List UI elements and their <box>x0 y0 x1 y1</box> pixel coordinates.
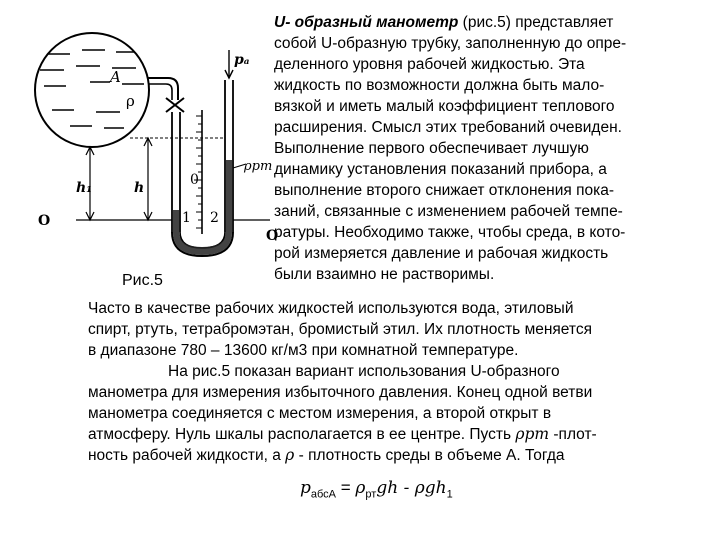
text-line: деленного уровня рабочей жидкостью. Эта <box>274 56 585 73</box>
text-line: собой U-образную трубку, заполненную до опре- <box>274 35 627 52</box>
connecting-tube <box>148 78 178 100</box>
pressure-formula: $p_{абсА} = \rho_{рт}gh - \rho gh_1$ <box>300 478 453 501</box>
text-line: заний, связанные с изменением рабочей темпе- <box>274 203 623 220</box>
manometer-diagram <box>30 20 280 270</box>
intro-paragraph <box>274 12 714 285</box>
text-line: ратуры. Необходимо также, чтобы среда, в кото- <box>274 224 626 241</box>
text-line: манометра для измерения избыточного давления. Конец одной ветви <box>88 384 593 401</box>
rho-rt-symbol: ρрт <box>515 425 550 443</box>
label-o-left: O <box>38 213 51 229</box>
label-pa: pₐ <box>234 52 250 68</box>
text-line: были взаимно не растворимы. <box>274 266 495 283</box>
text-line: рой измеряется давление и рабочая жидкость <box>274 245 609 262</box>
text-line: выполнение второго снижает отклонения пока- <box>274 182 614 199</box>
text-line: U- образный манометр (рис.5) представляет <box>274 14 614 31</box>
figure-caption: Рис.5 <box>122 272 163 289</box>
text-line: манометра соединяется с местом измерения, а второй открыт в <box>88 405 552 422</box>
label-a: A <box>110 68 121 86</box>
text-line: На рис.5 показан вариант использования U-образного <box>168 363 560 380</box>
label-h: h <box>134 180 145 196</box>
body-paragraph <box>88 298 708 466</box>
lead-term: U- образный манометр <box>274 14 459 31</box>
text-line: спирт, ртуть, тетрабромэтан, бромистый этил. Их плотность меняется <box>88 321 592 338</box>
text-line: вязкой и иметь малый коэффициент теплового <box>274 98 615 115</box>
text-line: расширения. Смысл этих требований очевиден. <box>274 119 622 136</box>
vessel-hatching <box>40 50 144 128</box>
text-line: динамику установления показаний прибора, а <box>274 161 607 178</box>
text-line: жидкость по возможности должна быть мало- <box>274 77 605 94</box>
label-zero: 0 <box>190 172 199 188</box>
label-h1: h₁ <box>76 180 93 196</box>
label-rho: ρ <box>126 92 135 110</box>
valve-icon <box>166 98 184 112</box>
label-one: 1 <box>182 210 191 226</box>
text-line: в диапазоне 780 – 13600 кг/м3 при комнатной температуре. <box>88 342 519 359</box>
text-line: Выполнение первого обеспечивает лучшую <box>274 140 589 157</box>
label-rho-rt: ρрт <box>244 159 273 174</box>
text-line: ность рабочей жидкости, а ρ - плотность среды в объеме А. Тогда <box>88 446 565 464</box>
label-two: 2 <box>210 210 219 226</box>
text-line: Часто в качестве рабочих жидкостей используются вода, этиловый <box>88 300 574 317</box>
text-line: атмосферу. Нуль шкалы располагается в ее центре. Пусть ρрт -плот- <box>88 425 597 443</box>
label-o-right: O <box>266 228 279 244</box>
rho-symbol: ρ <box>285 446 295 464</box>
manometer-figure <box>30 20 280 270</box>
